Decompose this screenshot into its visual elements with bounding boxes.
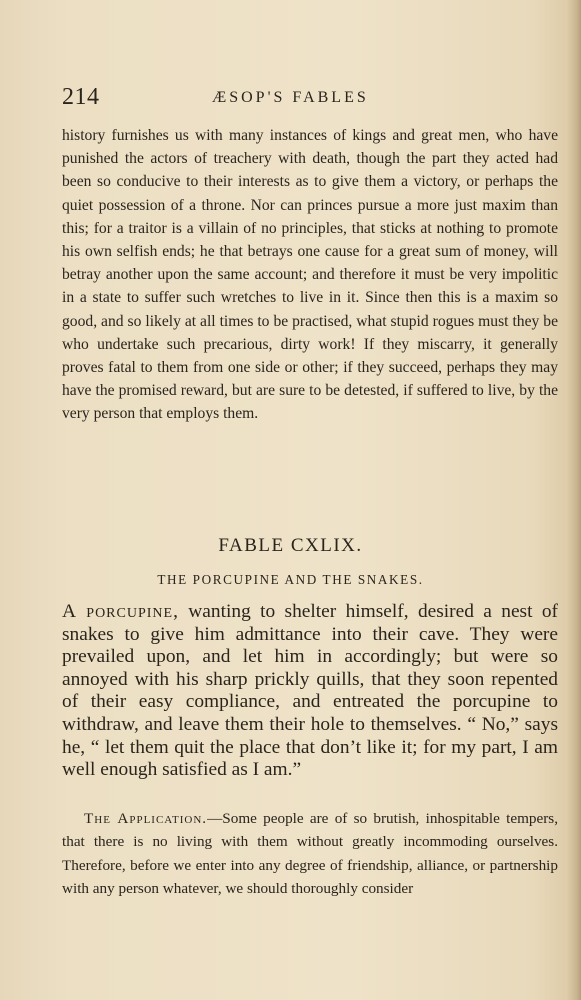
fable-body	[62, 601, 558, 782]
page-edge-shadow	[567, 0, 581, 1000]
application-paragraph	[62, 807, 558, 901]
application-text-block	[62, 807, 558, 901]
fable-text: wanting to shelter himself, desired a nest of snakes to give him admittance into their cave. They were prevailed upon, and let him in accordingly; but were so annoyed with his sharp prickly quills, that they soon repented of their easy compliance, and entreated the porcupine to withdraw, and leave them their hole to themselves. “ No,” says he, “ let them quit the place that don’t like it; for my part, I am well enough satisfied as I am.”	[62, 601, 558, 781]
application-label: The Application.	[84, 810, 208, 827]
continued-text: history furnishes us with many instances of kings and great men, who have punished the actors of treachery with death, though the part they acted had been so conducive to their interests as to give them a victory, or perhaps the quiet possession of a throne. Nor can princes pursue a more just maxim than this; for a traitor is a villain of no principles, that sticks at nothing to promote his own selfish ends; he that betrays one cause for a great sum of money, will betray another upon the same account; and therefore it must be very impolitic in a state to suffer such wretches to live in it. Since then this is a maxim so good, and so likely at all times to be practised, what stupid rogues must they be who undertake such precarious, dirty work! If they miscarry, it generally proves fatal to them from one side or other; if they succeed, perhaps they may have the promised reward, but are sure to be detested, if suffered to live, by the very person that employs them.	[62, 127, 558, 423]
application-text: —Some people are of so brutish, inhospitable tempers, that there is no living with them without greatly incommoding ourselves. Therefore, before we enter into any degree of friendship, alliance, or partnership with any person whatever, we should thoroughly consider	[62, 810, 558, 898]
fable-number: FABLE CXLIX.	[218, 535, 363, 556]
running-title: ÆSOP'S FABLES	[212, 89, 369, 106]
running-head	[62, 84, 542, 112]
fable-title: THE PORCUPINE AND THE SNAKES.	[157, 572, 424, 587]
continued-paragraph	[62, 124, 558, 426]
fable-opening: A porcupine,	[62, 601, 179, 622]
page-number: 214	[62, 84, 100, 110]
fable-paragraph	[62, 601, 558, 782]
